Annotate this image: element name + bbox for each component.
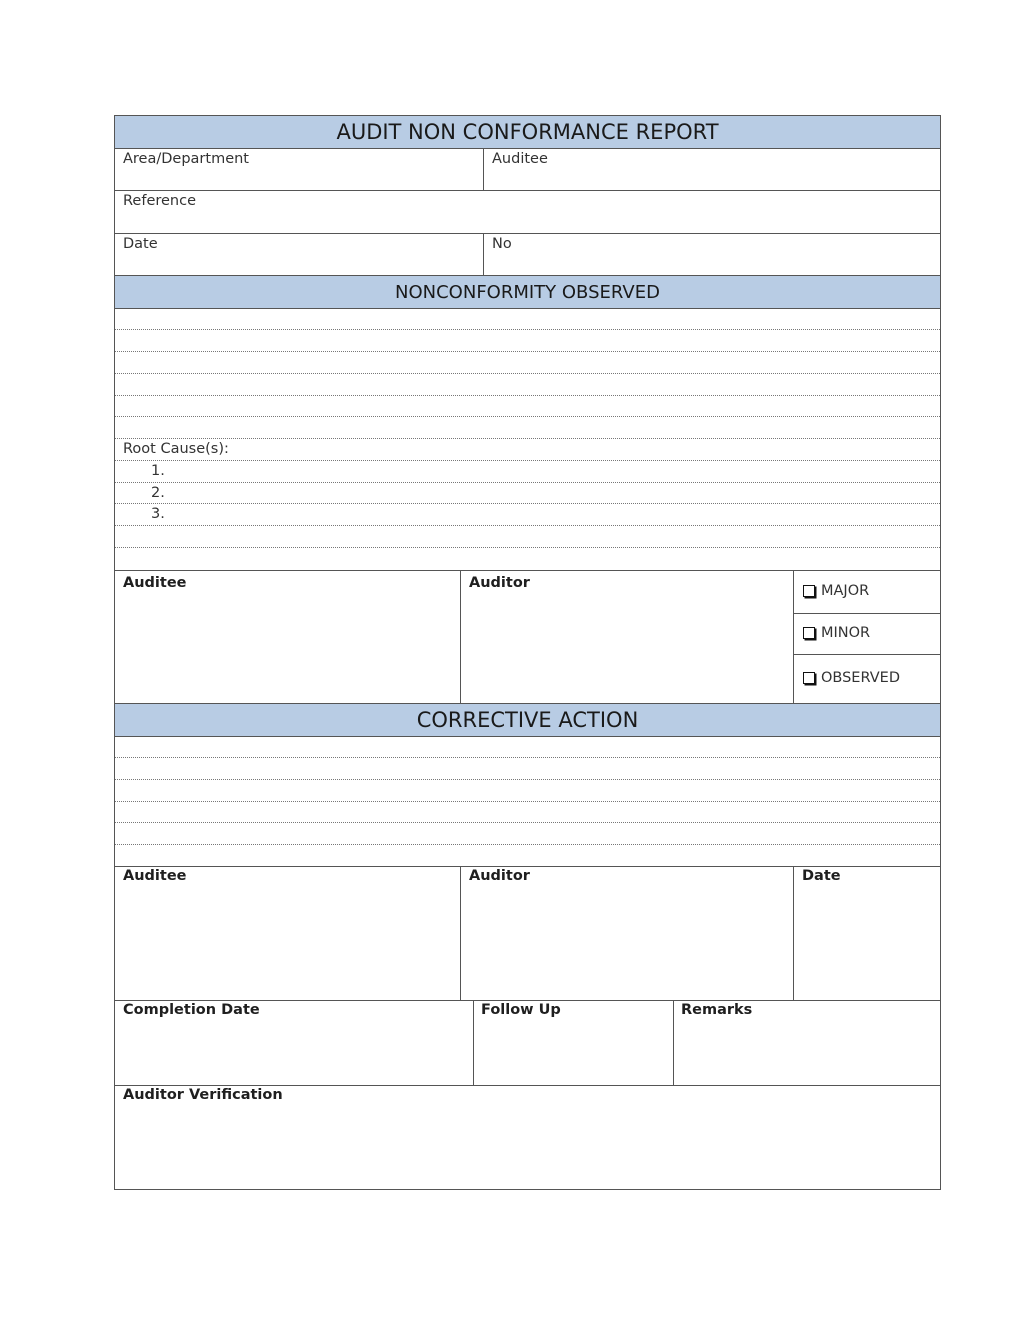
nc-line <box>115 351 940 352</box>
classification-divider <box>793 613 940 614</box>
nc-line <box>115 373 940 374</box>
no-field[interactable] <box>483 233 940 275</box>
ca-line <box>115 801 940 802</box>
header-divider-1 <box>483 148 484 190</box>
ca-line <box>115 757 940 758</box>
minor-checkbox[interactable] <box>803 625 870 641</box>
signoff-auditee-label: Auditee <box>123 575 187 591</box>
ca-auditee-label: Auditee <box>123 868 187 884</box>
ca-date-field[interactable] <box>793 866 940 1000</box>
root-cause-item: 3. <box>151 506 165 522</box>
completion-date-label: Completion Date <box>123 1002 260 1018</box>
ca-line <box>115 844 940 845</box>
audit-report-form <box>114 115 941 1190</box>
signoff-auditee-field[interactable] <box>115 570 460 703</box>
checkbox-icon <box>803 672 815 684</box>
follow-up-field[interactable] <box>473 1000 673 1085</box>
corrective-action-heading: CORRECTIVE ACTION <box>416 708 639 732</box>
no-label: No <box>492 236 512 252</box>
signoff-auditor-field[interactable] <box>460 570 793 703</box>
major-checkbox[interactable] <box>803 583 869 599</box>
nc-line <box>115 525 940 526</box>
auditee-header-label: Auditee <box>492 151 548 167</box>
nc-line <box>115 395 940 396</box>
area-department-label: Area/Department <box>123 151 249 167</box>
report-title: AUDIT NON CONFORMANCE REPORT <box>336 120 719 144</box>
remarks-field[interactable] <box>673 1000 940 1085</box>
root-cause-item: 1. <box>151 463 165 479</box>
reference-field[interactable] <box>115 190 940 233</box>
reference-label: Reference <box>123 193 197 209</box>
completion-date-field[interactable] <box>115 1000 473 1085</box>
auditor-verification-field[interactable] <box>115 1085 940 1189</box>
minor-label: MINOR <box>821 625 871 641</box>
ca-auditor-label: Auditor <box>469 868 530 884</box>
ca-auditor-field[interactable] <box>460 866 793 1000</box>
nonconformity-heading: NONCONFORMITY OBSERVED <box>395 281 660 303</box>
nc-line <box>115 547 940 548</box>
date-header-label: Date <box>123 236 158 252</box>
root-cause-text-area[interactable] <box>115 438 940 570</box>
ca-line <box>115 779 940 780</box>
remarks-label: Remarks <box>681 1002 753 1018</box>
nonconformity-band <box>115 275 940 309</box>
signoff-auditor-label: Auditor <box>469 575 530 591</box>
major-label: MAJOR <box>821 583 870 599</box>
report-title-band <box>115 116 940 149</box>
nc-line <box>115 329 940 330</box>
nc-line <box>115 416 940 417</box>
date-header-field[interactable] <box>115 233 483 275</box>
signoff-divider-2 <box>793 570 794 703</box>
observed-checkbox[interactable] <box>803 670 900 686</box>
auditor-verification-label: Auditor Verification <box>123 1087 283 1103</box>
root-cause-item: 2. <box>151 485 165 501</box>
root-cause-label: Root Cause(s): <box>123 441 229 457</box>
follow-up-label: Follow Up <box>481 1002 561 1018</box>
ca-date-label: Date <box>802 868 841 884</box>
checkbox-icon <box>803 627 815 639</box>
corrective-action-band <box>115 703 940 737</box>
ca-auditee-field[interactable] <box>115 866 460 1000</box>
checkbox-icon <box>803 585 815 597</box>
ca-line <box>115 822 940 823</box>
classification-divider <box>793 654 940 655</box>
header-divider-2 <box>483 233 484 275</box>
observed-label: OBSERVED <box>821 670 900 686</box>
auditee-header-field[interactable] <box>483 148 940 190</box>
area-department-field[interactable] <box>115 148 483 190</box>
